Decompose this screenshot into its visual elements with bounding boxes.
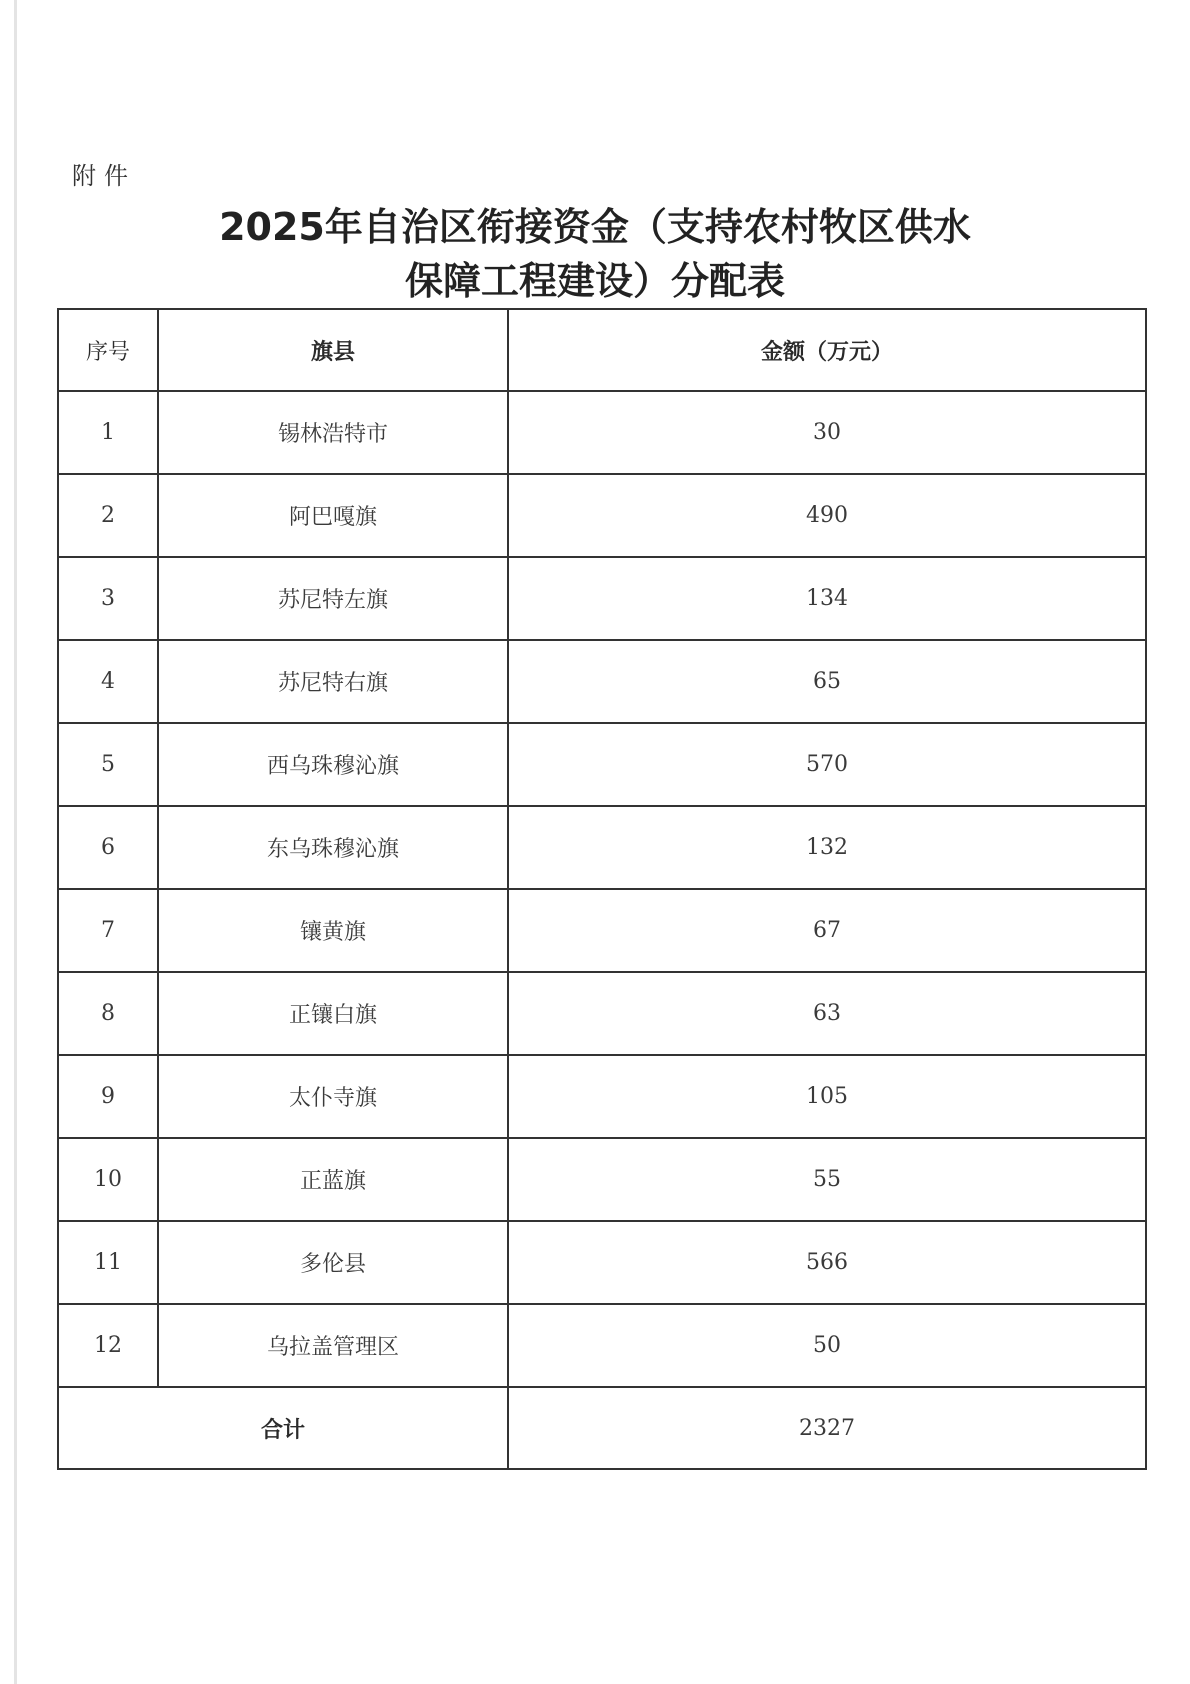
cell-county: 乌拉盖管理区 bbox=[158, 1304, 508, 1387]
cell-county: 苏尼特右旗 bbox=[158, 640, 508, 723]
total-amount: 2327 bbox=[508, 1387, 1146, 1469]
table-row bbox=[58, 889, 1146, 972]
cell-seq: 1 bbox=[58, 391, 158, 474]
cell-seq: 2 bbox=[58, 474, 158, 557]
cell-amount: 105 bbox=[508, 1055, 1146, 1138]
cell-county: 阿巴嘎旗 bbox=[158, 474, 508, 557]
cell-county: 镶黄旗 bbox=[158, 889, 508, 972]
cell-amount: 566 bbox=[508, 1221, 1146, 1304]
cell-seq: 5 bbox=[58, 723, 158, 806]
cell-seq: 6 bbox=[58, 806, 158, 889]
attachment-label: 附件 bbox=[72, 162, 136, 190]
cell-seq: 10 bbox=[58, 1138, 158, 1221]
table-row bbox=[58, 1221, 1146, 1304]
header-seq: 序号 bbox=[58, 309, 158, 391]
cell-seq: 11 bbox=[58, 1221, 158, 1304]
table-row bbox=[58, 474, 1146, 557]
table-row bbox=[58, 1304, 1146, 1387]
cell-county: 太仆寺旗 bbox=[158, 1055, 508, 1138]
table-row bbox=[58, 640, 1146, 723]
title-line-1: 2025年自治区衔接资金（支持农村牧区供水 bbox=[219, 205, 971, 249]
cell-seq: 9 bbox=[58, 1055, 158, 1138]
cell-county: 正蓝旗 bbox=[158, 1138, 508, 1221]
cell-amount: 30 bbox=[508, 391, 1146, 474]
cell-amount: 50 bbox=[508, 1304, 1146, 1387]
cell-county: 苏尼特左旗 bbox=[158, 557, 508, 640]
table-header-row bbox=[58, 309, 1146, 391]
cell-seq: 7 bbox=[58, 889, 158, 972]
table-row bbox=[58, 723, 1146, 806]
cell-amount: 67 bbox=[508, 889, 1146, 972]
cell-amount: 134 bbox=[508, 557, 1146, 640]
cell-amount: 55 bbox=[508, 1138, 1146, 1221]
allocation-table bbox=[57, 308, 1147, 1470]
table-row bbox=[58, 806, 1146, 889]
cell-amount: 570 bbox=[508, 723, 1146, 806]
cell-county: 西乌珠穆沁旗 bbox=[158, 723, 508, 806]
cell-seq: 8 bbox=[58, 972, 158, 1055]
cell-amount: 63 bbox=[508, 972, 1146, 1055]
header-amount: 金额（万元） bbox=[508, 309, 1146, 391]
total-row bbox=[58, 1387, 1146, 1469]
cell-amount: 65 bbox=[508, 640, 1146, 723]
cell-county: 正镶白旗 bbox=[158, 972, 508, 1055]
total-label: 合计 bbox=[58, 1387, 508, 1469]
table-row bbox=[58, 391, 1146, 474]
cell-county: 东乌珠穆沁旗 bbox=[158, 806, 508, 889]
cell-amount: 132 bbox=[508, 806, 1146, 889]
cell-county: 多伦县 bbox=[158, 1221, 508, 1304]
title-line-2: 保障工程建设）分配表 bbox=[404, 259, 785, 303]
cell-amount: 490 bbox=[508, 474, 1146, 557]
cell-seq: 3 bbox=[58, 557, 158, 640]
table-row bbox=[58, 557, 1146, 640]
header-county: 旗县 bbox=[158, 309, 508, 391]
table-row bbox=[58, 1055, 1146, 1138]
cell-county: 锡林浩特市 bbox=[158, 391, 508, 474]
document-title bbox=[0, 200, 1190, 308]
cell-seq: 4 bbox=[58, 640, 158, 723]
table-row bbox=[58, 1138, 1146, 1221]
cell-seq: 12 bbox=[58, 1304, 158, 1387]
table-row bbox=[58, 972, 1146, 1055]
